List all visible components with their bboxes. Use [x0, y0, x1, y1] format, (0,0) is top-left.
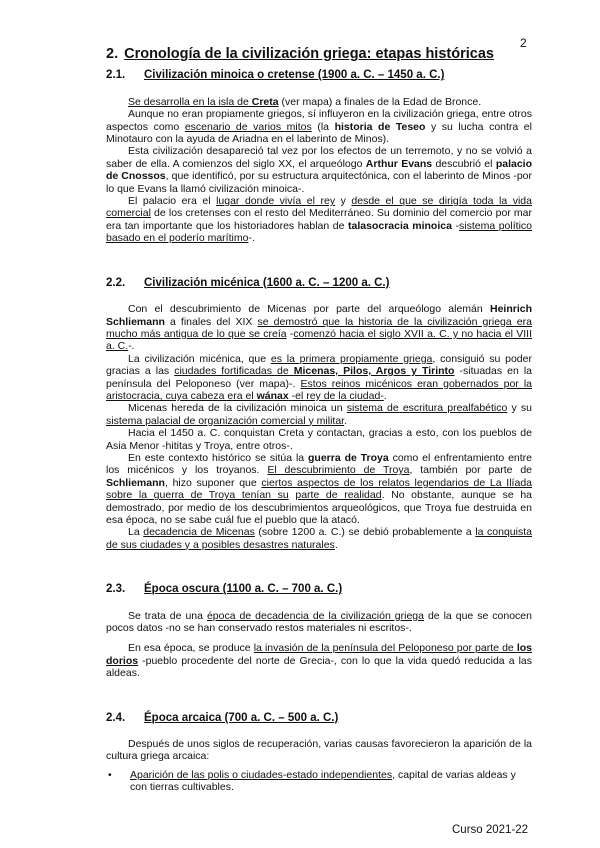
text-run: descubrió el	[432, 157, 496, 170]
text-run: La	[128, 526, 144, 539]
text-run: wánax	[256, 389, 289, 402]
text-run: -	[451, 219, 459, 232]
text-run: .	[383, 389, 387, 402]
text-run: historia de Teseo	[334, 120, 426, 133]
text-run: (sobre 1200 a. C.) se debió probablemente a	[254, 526, 476, 539]
text-run: escenario de varios mitos	[184, 120, 312, 133]
paragraph	[106, 108, 532, 145]
paragraph	[106, 353, 532, 403]
paragraph	[106, 427, 532, 452]
text-run: palacio de Cnossos	[106, 157, 532, 183]
text-run: y su	[507, 402, 532, 415]
text-run: En este contexto histórico se sitúa la	[128, 451, 309, 464]
paragraph	[106, 195, 532, 245]
text-run: , hizo suponer que	[164, 476, 262, 489]
page-number: 2	[520, 36, 527, 50]
section-title: Época arcaica (700 a. C. – 500 a. C.)	[144, 711, 339, 724]
paragraph	[106, 526, 532, 551]
section-number: 2.1.	[106, 69, 126, 82]
document-body	[106, 48, 532, 794]
text-run: época de decadencia de la civilización griega	[206, 609, 424, 622]
text-run: , que identificó, por su estructura arquitectónica, con el laberinto de Minos -por lo que Evans la llamó civilización minoica-.	[106, 170, 532, 195]
title-text: Cronología de la civilización griega: etapas históricas	[124, 46, 494, 62]
section-heading-2-1	[106, 69, 532, 81]
bullet-icon: •	[108, 768, 112, 781]
text-run: -el rey de la ciudad-	[288, 389, 384, 402]
text-run: Después de unos siglos de recuperación, varias causas favorecieron la aparición de la cultura griega arcaica:	[106, 738, 532, 763]
text-run: de la que se conocen pocos datos -no se han conservado restos materiales ni escritos-.	[106, 609, 532, 635]
text-run: de los cretenses con el resto del Mediterráneo. Su dominio del comercio por mar era tan importante que los historiadores hablan de	[106, 207, 532, 232]
text-run: Aparición de las polis o ciudades-estado independientes	[130, 768, 393, 781]
section-title: Civilización micénica (1600 a. C. – 1200 a. C.)	[144, 276, 390, 289]
text-run: desde el que se dirigía toda la vida comercial	[106, 195, 532, 220]
text-run: guerra de Troya	[308, 451, 389, 464]
section-heading-2-4	[106, 712, 532, 724]
text-run: decadencia de Micenas	[143, 526, 255, 539]
section-number: 2.3.	[106, 583, 126, 596]
section-title: Época oscura (1100 a. C. – 700 a. C.)	[144, 583, 343, 596]
text-run: talasocracia minoica	[348, 219, 452, 232]
text-run: Micenas, Pilos, Argos y Tirinto	[293, 365, 455, 378]
text-run: Esta civilización desapareció tal vez por los efectos de un terremoto, y no se volvió a saber de ella. A comienzos del siglo XX, el arqueólogo	[106, 145, 532, 170]
text-run: Estos reinos micénicos eran gobernados por la aristocracia, cuya cabeza era el	[106, 377, 532, 402]
section-title: Civilización minoica o cretense (1900 a. C. – 1450 a. C.)	[144, 69, 445, 82]
text-run: Con el descubrimiento de Micenas por parte del arqueólogo alemán	[128, 303, 490, 316]
section-heading-2-3	[106, 583, 532, 595]
text-run: La civilización micénica, que	[128, 352, 271, 365]
text-run: ciertos aspectos de los relatos legendarios de La Ilíada sobre la guerra de Troya tenían su	[106, 476, 532, 502]
text-run: -situadas en la península del Peloponeso (ver mapa)-.	[106, 365, 532, 390]
footer-course: Curso 2021-22	[452, 824, 529, 836]
text-run: sistema político basado en el poderío marítimo	[106, 219, 532, 245]
section-number: 2.2.	[106, 276, 126, 289]
page-title	[106, 48, 532, 60]
text-run: lugar donde vivía el rey	[216, 195, 336, 208]
paragraph	[106, 452, 532, 526]
paragraph	[106, 145, 532, 195]
paragraph	[106, 402, 532, 427]
section-heading-2-2	[106, 277, 532, 289]
text-run: la conquista de sus ciudades y a posibles desastres naturales	[106, 526, 532, 551]
title-number: 2.	[106, 46, 119, 62]
text-run: En esa época, se produce	[128, 642, 254, 655]
text-run: es la primera propiamente griega	[270, 352, 433, 365]
text-run: . No obstante, aunque se ha demostrado, por medio de los descubrimientos arqueológicos, que Troya fue destruida en esa época, no se sabe cuál fue el pueblo que la atacó.	[106, 489, 533, 526]
text-run: Micenas hereda de la civilización minoica un	[128, 402, 347, 415]
text-run: (la	[311, 120, 335, 133]
text-run: El descubrimiento de Troya	[267, 464, 410, 477]
text-run: , capital de varias aldeas y con tierras cultivables.	[130, 768, 516, 794]
text-run: comenzó hacia el siglo XVII a. C. y no hacia el VIII a. C.	[106, 327, 532, 353]
paragraph	[106, 303, 532, 353]
text-run: Se trata de una	[128, 609, 207, 622]
text-run: -.	[128, 340, 135, 353]
text-run: , también por parte de	[409, 464, 533, 477]
paragraph	[106, 610, 532, 635]
text-run: .	[334, 538, 338, 551]
text-run: la invasión de la península del Peloponeso por parte de	[253, 642, 517, 655]
text-run: Creta	[251, 95, 279, 108]
paragraph	[106, 738, 532, 763]
text-run: parte de realidad	[295, 489, 382, 502]
text-run: (ver mapa) a finales de la Edad de Bronce.	[278, 95, 482, 108]
text-run: Schliemann	[106, 476, 165, 489]
text-run: Hacia el 1450 a. C. conquistan Creta y contactan, gracias a esto, con los pueblos de Asia Menor -hititas y Troya, entre otros-.	[106, 427, 532, 452]
section-number: 2.4.	[106, 711, 126, 724]
text-run: -pueblo procedente del norte de Grecia-, con lo que la vida quedó reducida a las aldeas.	[106, 654, 532, 680]
paragraph	[106, 96, 532, 108]
text-run: , consiguió su poder gracias a las	[106, 352, 532, 378]
list-item-text	[130, 769, 532, 794]
text-run: y	[335, 195, 352, 208]
text-run: .	[344, 414, 348, 427]
text-run: sistema de escritura prealfabético	[346, 402, 508, 415]
list-item	[106, 769, 532, 794]
text-run: Aunque no eran propiamente griegos, sí influyeron en la civilización griega, entre otros aspectos como	[106, 108, 532, 133]
text-run: como el enfrentamiento entre los micénicos y los troyanos.	[106, 451, 533, 477]
text-run: sistema palacial de organización comercial y militar	[106, 414, 345, 427]
text-run: ciudades fortificadas de	[174, 365, 294, 378]
text-run: -	[286, 327, 294, 340]
text-run: a finales del XIX	[164, 315, 258, 328]
text-run: los dorios	[106, 642, 532, 667]
text-run: -.	[248, 232, 255, 245]
text-run: El palacio era el	[128, 195, 217, 208]
paragraph	[106, 642, 532, 679]
text-run: Heinrich Schliemann	[106, 303, 532, 328]
text-run: se demostró que la historia de la civilización griega era mucho más antigua de lo que se creía	[106, 315, 532, 340]
text-run: Arthur Evans	[365, 157, 433, 170]
text-run: y su lucha contra el Minotauro con la ayuda de Ariadna en el laberinto de Minos).	[106, 120, 532, 146]
text-run: Se desarrolla en la isla de	[128, 95, 252, 108]
